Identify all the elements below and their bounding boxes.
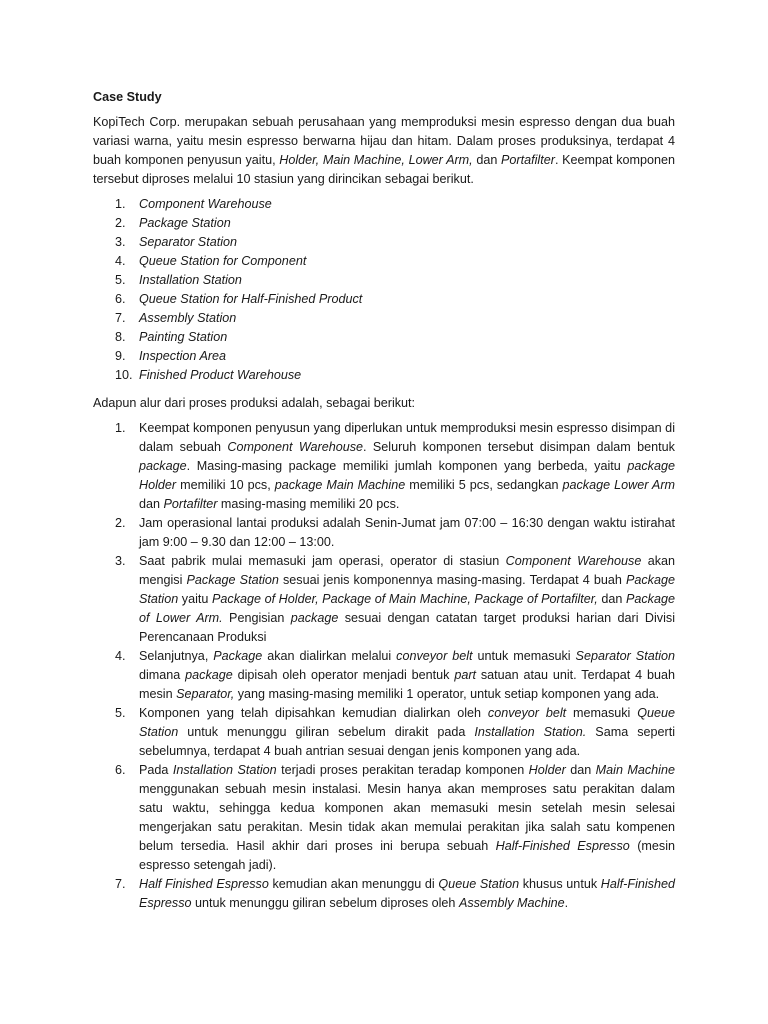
- step-number: 3.: [115, 554, 126, 568]
- station-label: Installation Station: [139, 273, 242, 287]
- italic-term: Main Machine: [595, 763, 675, 777]
- text-run: . Keempat komponen tersebut diproses melalui 10 stasiun yang dirincikan sebagai berikut.: [93, 153, 676, 186]
- station-number: 8.: [115, 330, 126, 344]
- text-run: dan: [139, 497, 164, 511]
- station-number: 6.: [115, 292, 126, 306]
- text-run: Selanjutnya,: [139, 649, 214, 663]
- italic-term: package Main Machine: [274, 478, 406, 492]
- step-number: 4.: [115, 649, 126, 663]
- italic-term: Installation Station.: [474, 725, 587, 739]
- text-run: dimana: [139, 668, 186, 682]
- text-run: dipisah oleh operator menjadi bentuk: [232, 668, 455, 682]
- station-number: 5.: [115, 273, 126, 287]
- station-item: [93, 366, 675, 385]
- italic-term: package Lower Arm: [562, 478, 676, 492]
- italic-term: conveyor belt: [487, 706, 567, 720]
- italic-term: Portafilter: [501, 153, 555, 167]
- text-run: sesuai dengan catatan target produksi harian dari Divisi Perencanaan Produksi: [139, 611, 675, 644]
- station-label: Package Station: [139, 216, 231, 230]
- text-run: akan dialirkan melalui: [262, 649, 397, 663]
- intro-paragraph: [93, 113, 675, 189]
- text-run: menggunakan sebuah mesin instalasi. Mesin hanya akan memproses satu perakitan dalam satu waktu, sehingga kedua komponen akan memasuki mesin setelah mesin selesai mengerjakan satu perakitan. Mesin tidak akan memulai perakitan jika salah satu kompenen belum tersedia. Hasil akhir dari proses ini berupa sebuah: [139, 782, 675, 853]
- step-number: 5.: [115, 706, 126, 720]
- italic-term: Half-Finished Espresso: [139, 877, 675, 910]
- italic-term: part: [454, 668, 477, 682]
- station-number: 7.: [115, 311, 126, 325]
- text-run: kemudian akan menunggu di: [268, 877, 439, 891]
- station-item: [93, 252, 675, 271]
- italic-term: Assembly Machine: [458, 896, 565, 910]
- station-number: 2.: [115, 216, 126, 230]
- step-number: 6.: [115, 763, 126, 777]
- station-number: 1.: [115, 197, 126, 211]
- italic-term: package: [290, 611, 339, 625]
- italic-term: conveyor belt: [396, 649, 473, 663]
- italic-term: Installation Station: [172, 763, 277, 777]
- text-run: Saat pabrik mulai memasuki jam operasi, operator di stasiun: [139, 554, 506, 568]
- process-step: [93, 552, 675, 647]
- stations-list: [93, 195, 675, 385]
- text-run: untuk menunggu giliran sebelum dirakit pada: [178, 725, 475, 739]
- text-run: KopiTech Corp. merupakan sebuah perusahaan yang memproduksi mesin espresso dengan dua buah variasi warna, yaitu mesin espresso berwarna hijau dan hitam. Dalam proses produksinya, terdapat 4 buah komponen penyusun yaitu,: [93, 115, 675, 167]
- text-run: yang masing-masing memiliki 1 operator, untuk setiap komponen yang ada.: [234, 687, 660, 701]
- process-step: [93, 514, 675, 552]
- text-run: . Masing-masing package memiliki jumlah komponen yang berbeda, yaitu: [186, 459, 628, 473]
- italic-term: package: [139, 459, 187, 473]
- text-run: sesuai jenis komponennya masing-masing. Terdapat 4 buah: [278, 573, 626, 587]
- flow-intro: Adapun alur dari proses produksi adalah, sebagai berikut:: [93, 396, 416, 410]
- text-run: untuk memasuki: [472, 649, 576, 663]
- station-number: 10.: [115, 368, 133, 382]
- station-item: [93, 271, 675, 290]
- text-run: satuan atau unit. Terdapat 4 buah mesin: [139, 668, 675, 701]
- station-label: Component Warehouse: [139, 197, 272, 211]
- text-run: dan: [597, 592, 626, 606]
- process-step: [93, 761, 675, 875]
- italic-term: Holder: [528, 763, 566, 777]
- text-run: khusus untuk: [519, 877, 601, 891]
- station-label: Finished Product Warehouse: [139, 368, 302, 382]
- station-item: [93, 290, 675, 309]
- station-item: [93, 328, 675, 347]
- text-run: terjadi proses perakitan teradap komponen: [276, 763, 529, 777]
- step-number: 2.: [115, 516, 126, 530]
- text-run: memasuki: [566, 706, 638, 720]
- text-run: yaitu: [178, 592, 212, 606]
- step-text: [139, 706, 675, 758]
- step-text: [139, 649, 675, 701]
- station-item: [93, 233, 675, 252]
- step-number: 7.: [115, 877, 126, 891]
- station-item: [93, 195, 675, 214]
- text-run: Komponen yang telah dipisahkan kemudian dialirkan oleh: [139, 706, 488, 720]
- process-step: [93, 704, 675, 761]
- station-label: Assembly Station: [139, 311, 237, 325]
- station-item: [93, 347, 675, 366]
- italic-term: Holder, Main Machine, Lower Arm,: [279, 153, 473, 167]
- italic-term: Package Station: [139, 573, 675, 606]
- station-item: [93, 309, 675, 328]
- station-label: Inspection Area: [139, 349, 227, 363]
- process-step: [93, 875, 675, 913]
- process-step: [93, 419, 675, 514]
- italic-term: Separator,: [176, 687, 235, 701]
- italic-term: Package: [213, 649, 263, 663]
- text-run: memiliki 5 pcs, sedangkan: [405, 478, 563, 492]
- italic-term: package: [185, 668, 233, 682]
- text-run: . Seluruh komponen tersebut disimpan dalam bentuk: [363, 440, 675, 454]
- process-step: [93, 647, 675, 704]
- italic-term: Separator Station: [575, 649, 676, 663]
- station-label: Queue Station for Half-Finished Product: [139, 292, 363, 306]
- text-run: akan mengisi: [139, 554, 675, 587]
- station-label: Painting Station: [139, 330, 228, 344]
- process-steps-list: [93, 419, 675, 913]
- text-run: (mesin espresso setengah jadi).: [139, 839, 675, 872]
- step-text: [139, 763, 675, 872]
- text-run: Pada: [139, 763, 173, 777]
- italic-term: package Holder: [139, 459, 675, 492]
- step-text: [139, 554, 675, 644]
- text-run: .: [564, 896, 569, 910]
- italic-term: Package Station: [186, 573, 279, 587]
- italic-term: Package of Holder, Package of Main Machine, Package of Portafilter,: [212, 592, 598, 606]
- station-item: [93, 214, 675, 233]
- step-text: [139, 877, 675, 910]
- step-text: [139, 516, 675, 549]
- text-run: untuk menunggu giliran sebelum diproses oleh: [191, 896, 459, 910]
- text-run: dan: [472, 153, 502, 167]
- text-run: Pengisian: [222, 611, 291, 625]
- document-page: [93, 88, 675, 913]
- italic-term: Package of Lower Arm.: [139, 592, 675, 625]
- station-number: 3.: [115, 235, 126, 249]
- italic-term: Queue Station: [139, 706, 676, 739]
- italic-term: Portafilter: [163, 497, 218, 511]
- italic-term: Component Warehouse: [505, 554, 642, 568]
- text-run: masing-masing memiliki 20 pcs.: [217, 497, 400, 511]
- text-run: Sama seperti sebelumnya, terdapat 4 buah antrian sesuai dengan jenis komponen yang ada.: [139, 725, 675, 758]
- station-label: Separator Station: [139, 235, 238, 249]
- station-number: 9.: [115, 349, 126, 363]
- station-number: 4.: [115, 254, 126, 268]
- step-text: [139, 421, 675, 511]
- text-run: Keempat komponen penyusun yang diperlukan untuk memproduksi mesin espresso disimpan di dalam sebuah: [139, 421, 675, 454]
- station-label: Queue Station for Component: [139, 254, 307, 268]
- text-run: Jam operasional lantai produksi adalah Senin-Jumat jam 07:00 – 16:30 dengan waktu istirahat jam 9:00 – 9.30 dan 12:00 – 13:00.: [139, 516, 675, 549]
- italic-term: Queue Station: [438, 877, 520, 891]
- step-number: 1.: [115, 421, 126, 435]
- text-run: memiliki 10 pcs,: [176, 478, 275, 492]
- italic-term: Half Finished Espresso: [139, 877, 269, 891]
- italic-term: Component Warehouse: [227, 440, 364, 454]
- italic-term: Half-Finished Espresso: [495, 839, 630, 853]
- text-run: dan: [565, 763, 596, 777]
- document-title: Case Study: [93, 90, 162, 104]
